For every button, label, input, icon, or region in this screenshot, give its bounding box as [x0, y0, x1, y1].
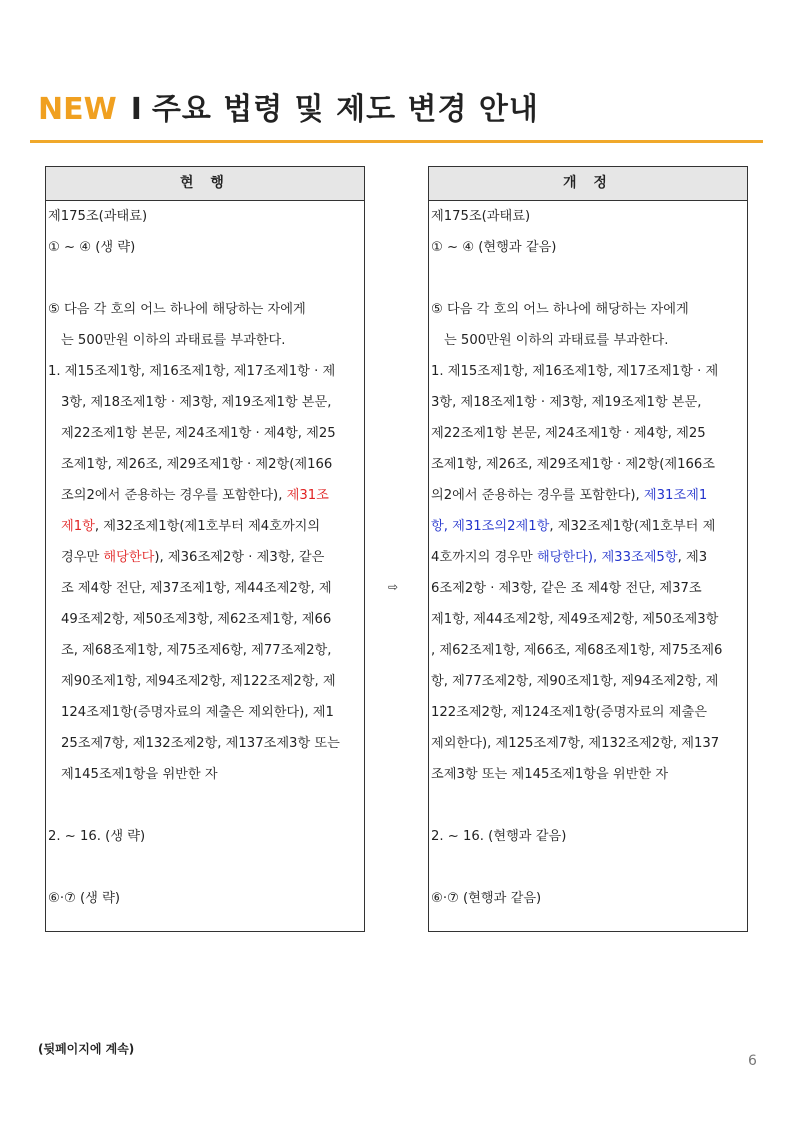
line: 제175조(과태료)	[431, 209, 531, 224]
line	[48, 542, 362, 573]
line: 122조제2항, 제124조제1항(증명자료의 제출은	[431, 705, 707, 720]
added-text: 항, 제31조의2제1항	[431, 519, 550, 534]
text-run: 경우만	[61, 550, 104, 565]
blank-line	[431, 852, 745, 883]
line: 124조제1항(증명자료의 제출은 제외한다), 제1	[61, 705, 334, 720]
line: ⑥·⑦ (현행과 같음)	[431, 891, 542, 906]
arrow-icon: ⇨	[388, 580, 399, 594]
line: 제1항, 제44조제2항, 제49조제2항, 제50조제3항	[431, 612, 719, 627]
deleted-text: 제31조	[286, 488, 329, 503]
line: , 제62조제1항, 제66조, 제68조제1항, 제75조제6	[431, 643, 723, 658]
line: 는 500만원 이하의 과태료를 부과한다.	[61, 333, 286, 348]
line: 2. ~ 16. (현행과 같음)	[431, 829, 567, 844]
title-underline	[30, 140, 763, 143]
current-law-body	[46, 201, 364, 914]
line: ① ~ ④ (현행과 같음)	[431, 240, 557, 255]
line: 25조제7항, 제132조제2항, 제137조제3항 또는	[61, 736, 340, 751]
line: 조제3항 또는 제145조제1항을 위반한 자	[431, 767, 669, 782]
blank-line	[48, 790, 362, 821]
line: 조 제4항 전단, 제37조제1항, 제44조제2항, 제	[61, 581, 332, 596]
current-law-heading: 현 행	[46, 167, 364, 201]
line: 제175조(과태료)	[48, 209, 148, 224]
text-run: , 제32조제1항(제1호부터 제4호까지의	[94, 519, 321, 534]
line: ⑤ 다음 각 호의 어느 하나에 해당하는 자에게	[48, 302, 306, 317]
line: 6조제2항 · 제3항, 같은 조 제4항 전단, 제37조	[431, 581, 702, 596]
line	[431, 511, 745, 542]
blank-line	[431, 263, 745, 294]
line	[431, 542, 745, 573]
deleted-text: 해당한다	[103, 550, 155, 565]
added-text: 제31조제1	[643, 488, 708, 503]
line: 항, 제77조제2항, 제90조제1항, 제94조제2항, 제	[431, 674, 719, 689]
text-run: ), 제36조제2항 · 제3항, 같은	[154, 550, 325, 565]
blank-line	[48, 263, 362, 294]
line: 제22조제1항 본문, 제24조제1항 · 제4항, 제25	[61, 426, 336, 441]
text-run: 조의2에서 준용하는 경우를 포함한다),	[61, 488, 287, 503]
line: 1. 제15조제1항, 제16조제1항, 제17조제1항 · 제	[48, 364, 336, 379]
line	[48, 511, 362, 542]
line: 1. 제15조제1항, 제16조제1항, 제17조제1항 · 제	[431, 364, 719, 379]
blank-line	[48, 852, 362, 883]
text-run: 의2에서 준용하는 경우를 포함한다),	[431, 488, 644, 503]
page-title	[38, 88, 539, 132]
title-text: 주요 법령 및 제도 변경 안내	[151, 92, 539, 127]
line: 제90조제1항, 제94조제2항, 제122조제2항, 제	[61, 674, 336, 689]
line: 조, 제68조제1항, 제75조제6항, 제77조제2항,	[61, 643, 332, 658]
line: 조제1항, 제26조, 제29조제1항 · 제2항(제166조	[431, 457, 715, 472]
continued-note: (뒷페이지에 계속)	[38, 1042, 135, 1056]
text-run: , 제3	[677, 550, 708, 565]
line: 제외한다), 제125조제7항, 제132조제2항, 제137	[431, 736, 720, 751]
current-law-table	[45, 166, 365, 932]
blank-line	[431, 790, 745, 821]
title-separator: I	[130, 92, 142, 127]
text-run: 4호까지의 경우만	[431, 550, 537, 565]
amended-law-heading: 개 정	[429, 167, 747, 201]
deleted-text: 제1항	[61, 519, 95, 534]
line: 조제1항, 제26조, 제29조제1항 · 제2항(제166	[61, 457, 333, 472]
amended-law-table	[428, 166, 748, 932]
added-text: 해당한다), 제33조제5항	[536, 550, 678, 565]
line: ① ~ ④ (생 략)	[48, 240, 136, 255]
line: 3항, 제18조제1항 · 제3항, 제19조제1항 본문,	[61, 395, 332, 410]
line	[431, 480, 745, 511]
line: ⑥·⑦ (생 략)	[48, 891, 120, 906]
line: 3항, 제18조제1항 · 제3항, 제19조제1항 본문,	[431, 395, 702, 410]
amended-law-body	[429, 201, 747, 914]
page-number: 6	[748, 1053, 757, 1069]
line	[48, 480, 362, 511]
text-run: , 제32조제1항(제1호부터 제	[549, 519, 716, 534]
line: 2. ~ 16. (생 략)	[48, 829, 146, 844]
line: 제22조제1항 본문, 제24조제1항 · 제4항, 제25	[431, 426, 706, 441]
line: 49조제2항, 제50조제3항, 제62조제1항, 제66	[61, 612, 332, 627]
new-label: NEW	[38, 92, 117, 127]
line: 는 500만원 이하의 과태료를 부과한다.	[444, 333, 669, 348]
line: ⑤ 다음 각 호의 어느 하나에 해당하는 자에게	[431, 302, 689, 317]
line: 제145조제1항을 위반한 자	[61, 767, 218, 782]
